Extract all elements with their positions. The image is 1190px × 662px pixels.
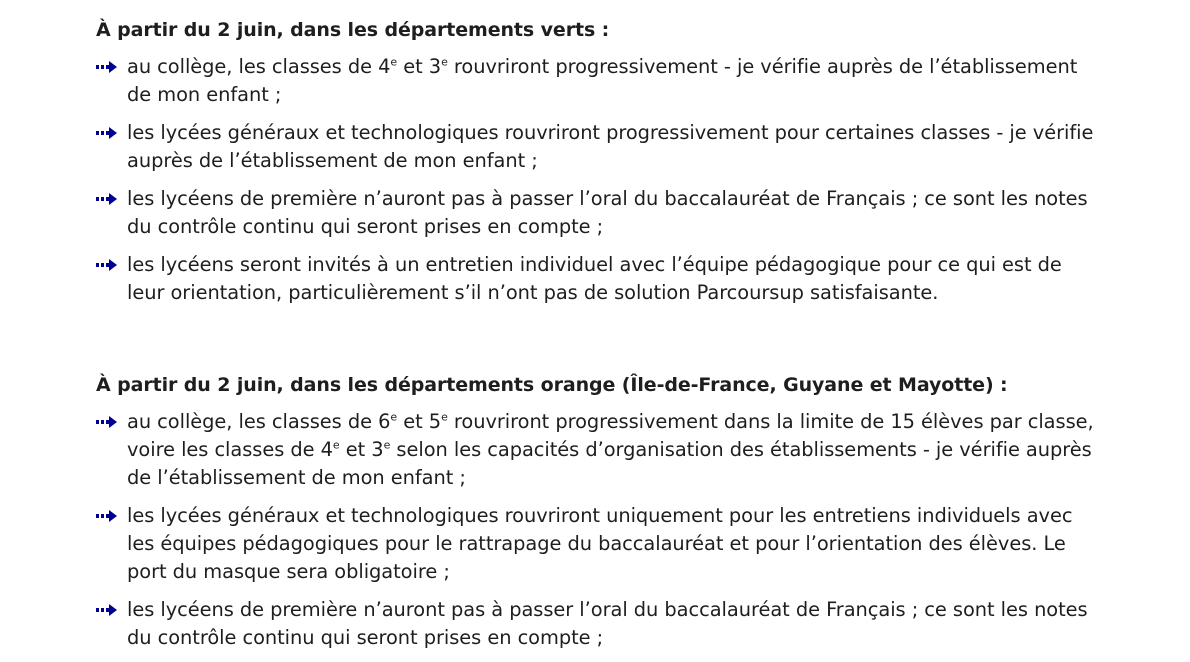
bullet-list [96,53,1096,307]
list-item [96,596,1096,652]
list-item [96,408,1096,492]
list-item [96,53,1096,109]
bullet-list [96,408,1096,652]
arrow-right-bullet-icon [96,509,118,523]
section-green-departments [96,16,1096,317]
list-item [96,251,1096,307]
list-item-text: les lycées généraux et technologiques rouvriront progressivement pour certaines classes - je vérifie auprès de l’établissement de mon enfant ; [127,121,1094,172]
arrow-right-bullet-icon [96,60,118,74]
arrow-right-bullet-icon [96,603,118,617]
section-orange-departments [96,371,1096,662]
list-item-text: les lycéens de première n’auront pas à passer l’oral du baccalauréat de Français ; ce sont les notes du contrôle continu qui seront prises en compte ; [127,187,1088,238]
list-item-text: au collège, les classes de 6e et 5e rouvriront progressivement dans la limite de 15 élèves par classe, voire les classes de 4e et 3e selon les capacités d’organisation des établissements - je vérifie auprès de l’établissement de mon enfant ; [127,410,1094,489]
section-heading: À partir du 2 juin, dans les départements verts : [96,19,610,41]
list-item [96,502,1096,586]
list-item [96,185,1096,241]
section-heading: À partir du 2 juin, dans les départements orange (Île-de-France, Guyane et Mayotte) : [96,374,1008,396]
list-item-text: les lycées généraux et technologiques rouvriront uniquement pour les entretiens individuels avec les équipes pédagogiques pour le rattrapage du baccalauréat et pour l’orientation des élèves. Le port du masque sera obligatoire ; [127,504,1073,583]
list-item-text: les lycéens seront invités à un entretien individuel avec l’équipe pédagogique pour ce qui est de leur orientation, particulièrement s’il n’ont pas de solution Parcoursup satisfaisante. [127,253,1062,304]
arrow-right-bullet-icon [96,258,118,272]
arrow-right-bullet-icon [96,415,118,429]
arrow-right-bullet-icon [96,126,118,140]
list-item-text: au collège, les classes de 4e et 3e rouvriront progressivement - je vérifie auprès de l’établissement de mon enfant ; [127,55,1078,106]
list-item [96,119,1096,175]
list-item-text: les lycéens de première n’auront pas à passer l’oral du baccalauréat de Français ; ce sont les notes du contrôle continu qui seront prises en compte ; [127,598,1088,649]
arrow-right-bullet-icon [96,192,118,206]
